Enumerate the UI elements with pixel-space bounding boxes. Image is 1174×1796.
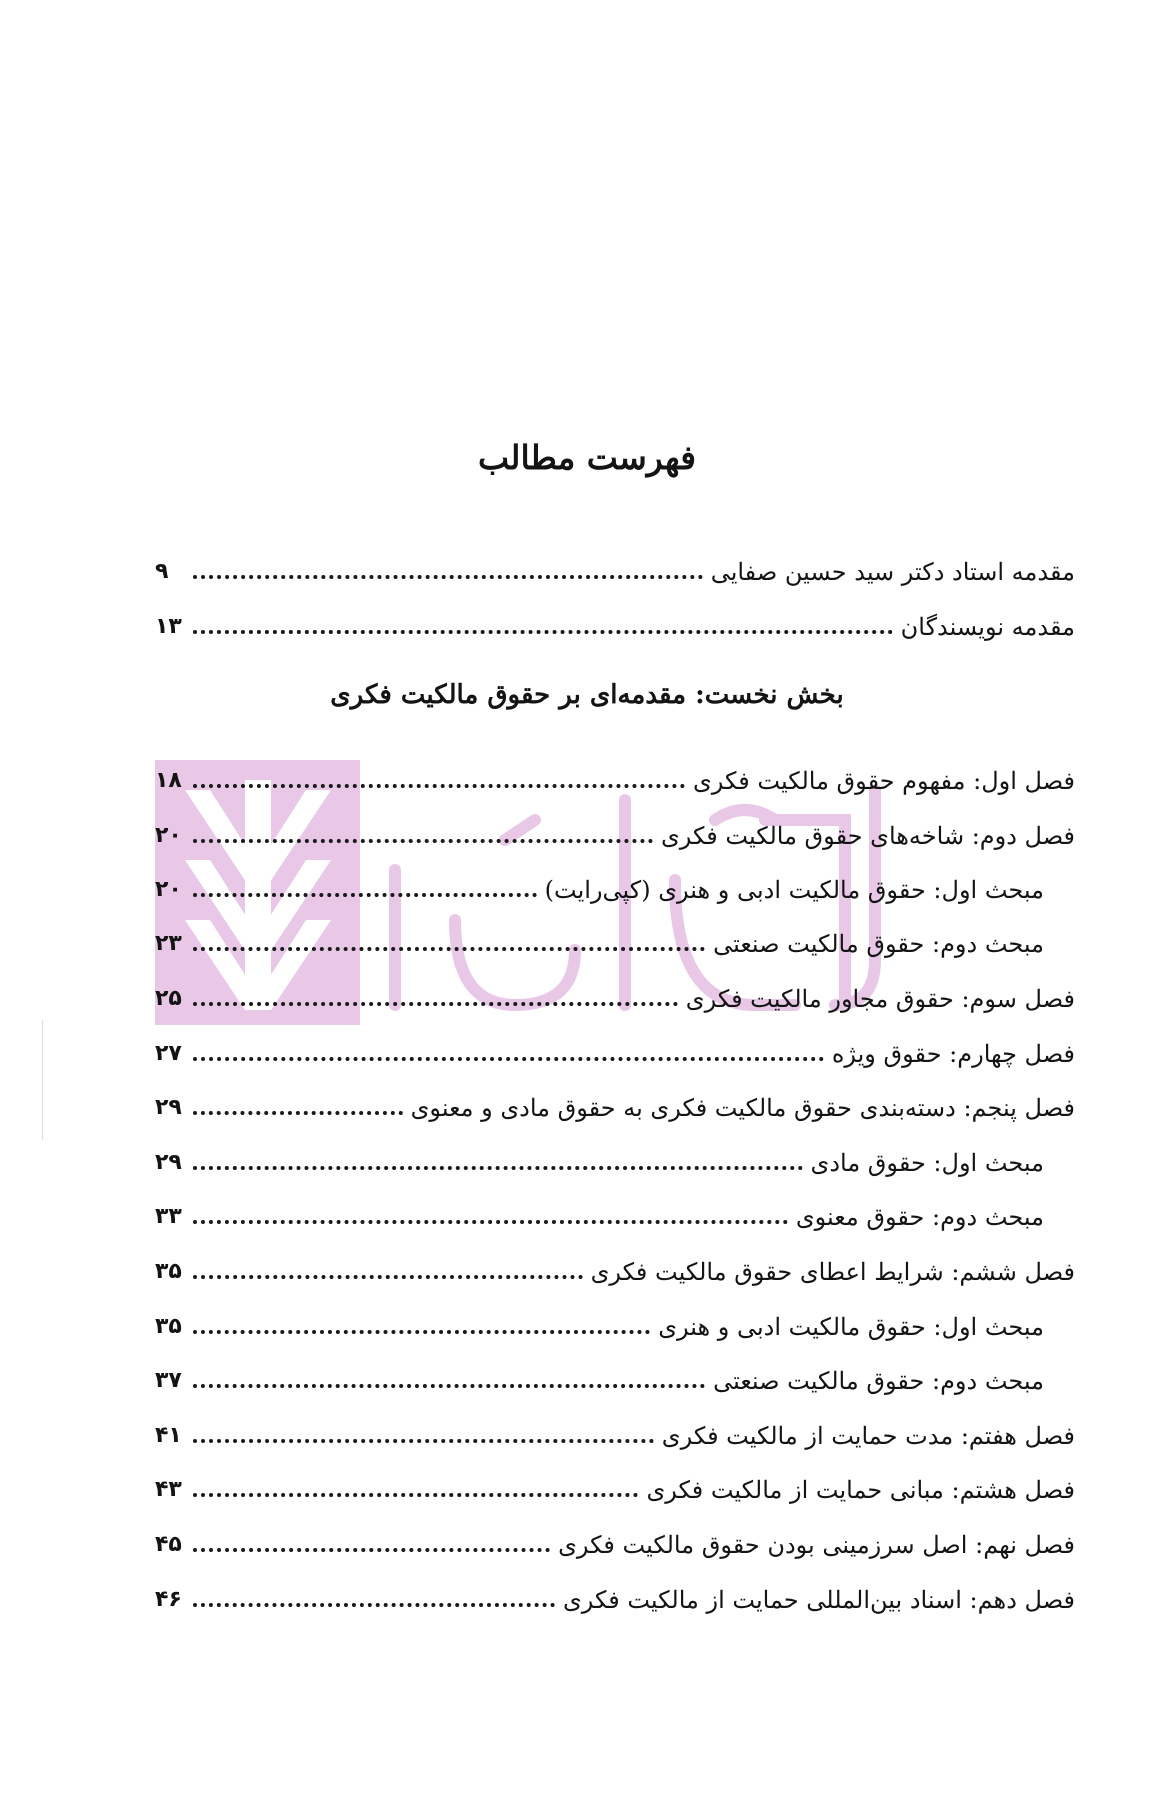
toc-entry-page-number: ۳۳ xyxy=(155,1204,182,1229)
toc-entry-label: مبحث اول: حقوق مالکیت ادبی و هنری (کپی‌رایت) xyxy=(544,876,1044,904)
toc-entry-page-number: ۲۰ xyxy=(155,823,182,848)
toc-entry-page-number: ۲۳ xyxy=(155,931,182,956)
toc-entry-subsection-2-1 xyxy=(155,866,1044,906)
toc-entry-label: مقدمه استاد دکتر سید حسین صفایی xyxy=(710,558,1075,586)
toc-entry-label: فصل نهم: اصل سرزمینی بودن حقوق مالکیت فکری xyxy=(558,1531,1075,1559)
leader-dots xyxy=(193,784,685,788)
toc-entry-label: فصل سوم: حقوق مجاور مالکیت فکری xyxy=(685,985,1075,1013)
leader-dots xyxy=(193,1548,550,1552)
toc-entry-chapter-2 xyxy=(155,812,1075,852)
toc-entry-page-number: ۹ xyxy=(155,559,169,584)
leader-dots xyxy=(193,1166,803,1170)
leader-dots xyxy=(193,947,705,951)
toc-entry-label: فصل اول: مفهوم حقوق مالکیت فکری xyxy=(693,767,1075,795)
toc-entry-page-number: ۲۹ xyxy=(155,1150,182,1175)
toc-entry-page-number: ۲۹ xyxy=(155,1095,182,1120)
toc-intro-entry-1 xyxy=(155,548,1075,588)
toc-entry-label: مبحث اول: حقوق مادی xyxy=(810,1149,1044,1177)
toc-entry-page-number: ۳۷ xyxy=(155,1368,182,1393)
toc-entry-page-number: ۲۷ xyxy=(155,1041,182,1066)
leader-dots xyxy=(193,1439,654,1443)
toc-entry-page-number: ۴۳ xyxy=(155,1477,182,1502)
toc-title: فهرست مطالب xyxy=(478,438,696,477)
leader-dots xyxy=(193,1603,555,1607)
section-title: بخش نخست: مقدمه‌ای بر حقوق مالکیت فکری xyxy=(330,680,844,710)
toc-entry-chapter-7 xyxy=(155,1412,1075,1452)
toc-entry-chapter-5 xyxy=(155,1084,1075,1124)
leader-dots xyxy=(193,630,893,634)
toc-entry-page-number: ۲۵ xyxy=(155,986,182,1011)
toc-entry-label: فصل ششم: شرایط اعطای حقوق مالکیت فکری xyxy=(590,1258,1075,1286)
leader-dots xyxy=(193,1330,650,1334)
toc-entry-subsection-6-1 xyxy=(155,1303,1044,1343)
toc-entry-chapter-8 xyxy=(155,1466,1075,1506)
leader-dots xyxy=(193,1384,705,1388)
toc-entry-label: فصل پنجم: دسته‌بندی حقوق مالکیت فکری به حقوق مادی و معنوی xyxy=(410,1094,1075,1122)
toc-entry-chapter-6 xyxy=(155,1248,1075,1288)
toc-entry-chapter-10 xyxy=(155,1576,1075,1616)
toc-entry-subsection-6-2 xyxy=(155,1357,1044,1397)
toc-entry-subsection-2-2 xyxy=(155,920,1044,960)
toc-entry-page-number: ۱۸ xyxy=(155,768,182,793)
leader-dots xyxy=(193,1111,403,1115)
scan-edge-line xyxy=(42,1020,43,1140)
toc-entry-page-number: ۲۰ xyxy=(155,877,182,902)
toc-entry-page-number: ۳۵ xyxy=(155,1314,182,1339)
leader-dots xyxy=(193,1002,678,1006)
toc-entry-label: مبحث دوم: حقوق معنوی xyxy=(795,1203,1044,1231)
toc-intro-entry-2 xyxy=(155,603,1075,643)
leader-dots xyxy=(193,1493,638,1497)
toc-entry-label: فصل چهارم: حقوق ویژه xyxy=(831,1040,1075,1068)
toc-entry-page-number: ۴۱ xyxy=(155,1423,182,1448)
toc-entry-subsection-5-2 xyxy=(155,1193,1044,1233)
leader-dots xyxy=(193,575,703,579)
toc-entry-label: مبحث دوم: حقوق مالکیت صنعتی xyxy=(713,1367,1044,1395)
toc-entry-label: فصل هشتم: مبانی حمایت از مالکیت فکری xyxy=(646,1476,1075,1504)
toc-entry-label: مبحث اول: حقوق مالکیت ادبی و هنری xyxy=(658,1313,1044,1341)
leader-dots xyxy=(193,1220,788,1224)
toc-entry-chapter-1 xyxy=(155,757,1075,797)
toc-entry-page-number: ۴۵ xyxy=(155,1532,182,1557)
toc-entry-page-number: ۴۶ xyxy=(155,1587,182,1612)
leader-dots xyxy=(193,1275,583,1279)
toc-entry-chapter-3 xyxy=(155,975,1075,1015)
toc-entry-page-number: ۳۵ xyxy=(155,1259,182,1284)
leader-dots xyxy=(193,1057,824,1061)
toc-entry-label: فصل دهم: اسناد بین‌المللی حمایت از مالکیت فکری xyxy=(562,1586,1075,1614)
toc-entry-subsection-5-1 xyxy=(155,1139,1044,1179)
toc-entry-label: فصل هفتم: مدت حمایت از مالکیت فکری xyxy=(661,1422,1075,1450)
leader-dots xyxy=(193,839,653,843)
toc-entry-label: فصل دوم: شاخه‌های حقوق مالکیت فکری xyxy=(661,822,1075,850)
toc-entry-chapter-4 xyxy=(155,1030,1075,1070)
toc-entry-label: مبحث دوم: حقوق مالکیت صنعتی xyxy=(713,930,1044,958)
toc-entry-chapter-9 xyxy=(155,1521,1075,1561)
leader-dots xyxy=(193,893,537,897)
toc-entry-page-number: ۱۳ xyxy=(155,614,182,639)
toc-entry-label: مقدمه نویسندگان xyxy=(900,613,1075,641)
